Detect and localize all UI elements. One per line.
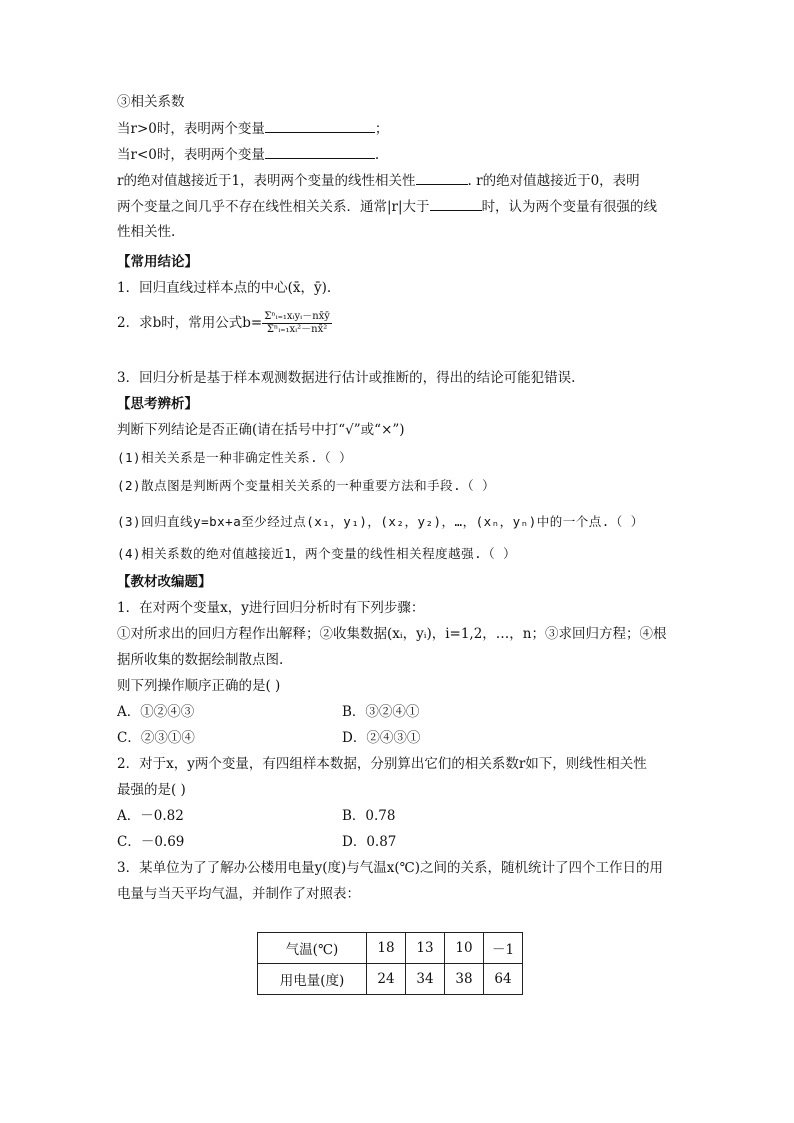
think-item-3: (3)回归直线y=bx+a至少经过点(x₁，y₁)，(x₂，y₂)，…，(xₙ，yₙ)中的一个点.（ ）: [117, 514, 644, 529]
table-cell: 13: [406, 933, 445, 964]
option-a[interactable]: A．①②④③: [117, 704, 195, 720]
table-cell: 24: [367, 964, 406, 995]
think-item-2: (2)散点图是判断两个变量相关关系的一种重要方法和手段.（ ）: [117, 478, 496, 493]
corr-positive-line: 当r>0时，表明两个变量 ；: [117, 118, 388, 139]
table-row: [258, 964, 523, 995]
corr-negative-line: 当r<0时，表明两个变量 .: [117, 144, 379, 165]
problem-3-stem: 3．某单位为了了解办公楼用电量y(度)与气温x(℃)之间的关系，随机统计了四个工作日的用: [117, 860, 663, 876]
table-row: [258, 933, 523, 964]
problem-1-steps: ①对所求出的回归方程作出解释；②收集数据(xᵢ，yᵢ)，i=1,2，…，n；③求回归方程；④根: [117, 626, 667, 642]
corr-last-line: 性相关性.: [117, 224, 176, 240]
answer-blank[interactable]: [416, 170, 468, 185]
think-item-4: (4)相关系数的绝对值越接近1，两个变量的线性相关程度越强.（ ）: [117, 546, 517, 561]
formula-fraction: $\frac{\text{Σⁿᵢ₌₁xᵢyᵢ－nx̄ȳ}}{\text{Σⁿᵢ₌₁xᵢ²－nx̄²}}$: [264, 311, 330, 335]
conclusions-heading: 【常用结论】: [117, 254, 198, 270]
answer-blank[interactable]: [430, 196, 482, 211]
table-cell: －1: [484, 933, 523, 964]
table-cell: 38: [445, 964, 484, 995]
section-title: ③相关系数: [117, 94, 185, 110]
data-table: [257, 932, 523, 995]
table-cell: 10: [445, 933, 484, 964]
think-item-1: (1)相关关系是一种非确定性关系.（ ）: [117, 450, 353, 465]
option-b[interactable]: B．0.78: [342, 808, 396, 824]
think-heading: 【思考辨析】: [117, 396, 198, 412]
problem-1-steps-cont: 据所收集的数据绘制散点图.: [117, 652, 284, 668]
table-header-temp: 气温(℃): [258, 933, 367, 964]
answer-blank[interactable]: [265, 144, 375, 159]
problem-1-question: 则下列操作顺序正确的是( ): [117, 678, 281, 694]
table-cell: 18: [367, 933, 406, 964]
conclusion-1: 1．回归直线过样本点的中心(x̄，ȳ).: [117, 280, 332, 296]
corr-threshold-line: 两个变量之间几乎不存在线性相关关系．通常|r|大于 时，认为两个变量有很强的线: [117, 196, 657, 217]
problem-3-stem-cont: 电量与当天平均气温，并制作了对照表：: [117, 886, 360, 902]
option-c[interactable]: C．－0.69: [117, 834, 185, 850]
option-b[interactable]: B．③②④①: [342, 704, 420, 720]
option-d[interactable]: D．②④③①: [342, 730, 421, 746]
option-a[interactable]: A．－0.82: [117, 808, 184, 824]
answer-blank[interactable]: [265, 118, 375, 133]
problem-1-stem: 1．在对两个变量x，y进行回归分析时有下列步骤：: [117, 600, 425, 616]
option-c[interactable]: C．②③①④: [117, 730, 195, 746]
table-cell: 34: [406, 964, 445, 995]
textbook-heading: 【教材改编题】: [117, 574, 212, 590]
think-intro: 判断下列结论是否正确(请在括号中打“√”或“×”): [117, 422, 405, 438]
problem-2-question: 最强的是( ): [117, 782, 186, 798]
option-d[interactable]: D．0.87: [342, 834, 397, 850]
table-header-power: 用电量(度): [258, 964, 367, 995]
conclusion-2: 2．求b时，常用公式b= $\frac{\text{Σⁿᵢ₌₁xᵢyᵢ－nx̄ȳ}}{\text{Σⁿᵢ₌₁xᵢ²－nx̄²}}$: [117, 311, 330, 335]
corr-abs-line: r的绝对值越接近于1，表明两个变量的线性相关性 . r的绝对值越接近于0，表明: [117, 170, 640, 191]
table-cell: 64: [484, 964, 523, 995]
problem-2-stem: 2．对于x，y两个变量，有四组样本数据，分别算出它们的相关系数r如下，则线性相关性: [117, 756, 647, 772]
conclusion-3: 3．回归分析是基于样本观测数据进行估计或推断的，得出的结论可能犯错误.: [117, 370, 576, 386]
